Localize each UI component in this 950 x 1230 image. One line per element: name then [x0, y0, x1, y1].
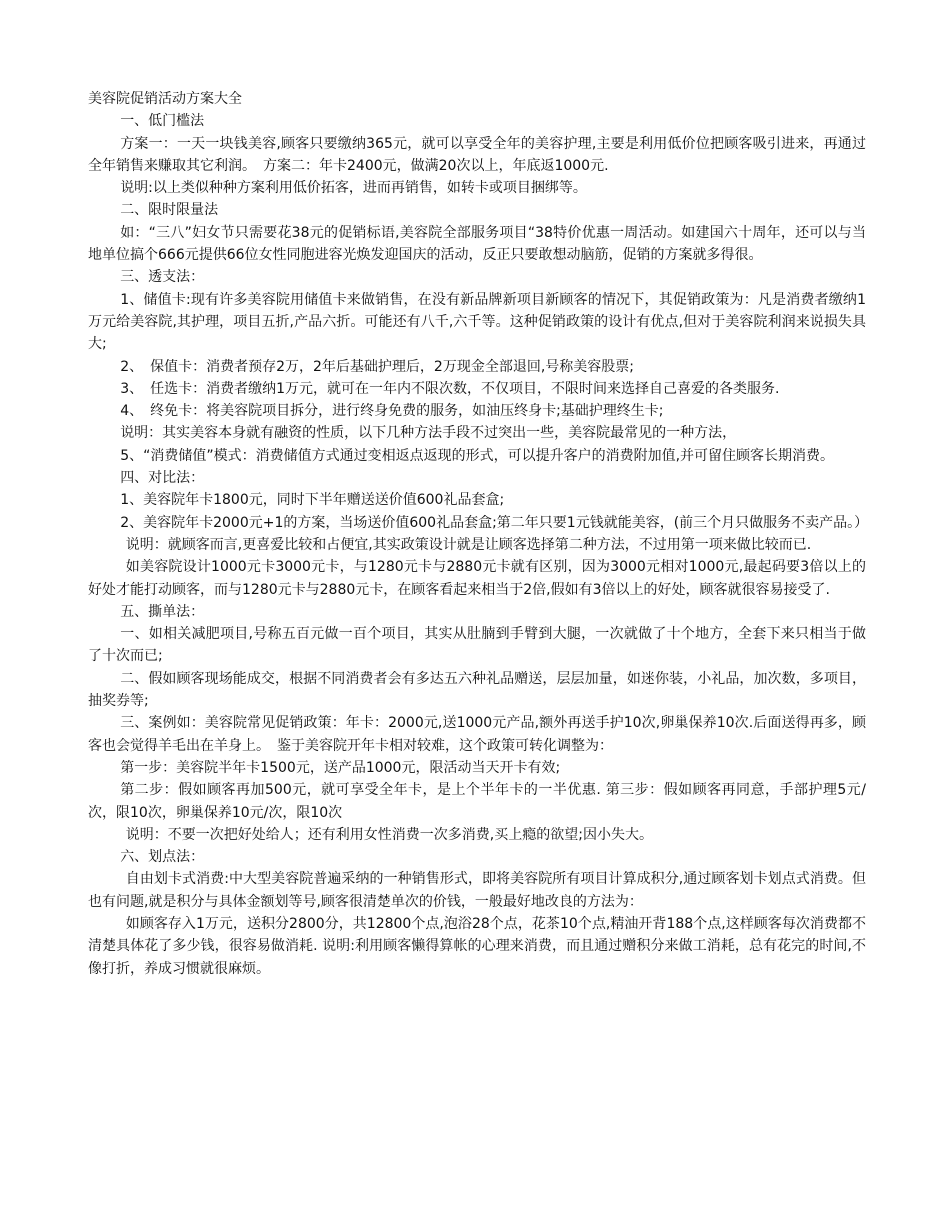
section-heading: 五、撕单法： [120, 603, 205, 620]
paragraph: 如：“三八”妇女节只需要花38元的促销标语,美容院全部服务项目“38特价优惠一周活动。如建国六十周年，还可以与当地单位搞个666元提供66位女性同胞进容光焕发迎国庆的活动，反正只要敢想动脑筋，促销的方案就多得很。 [88, 224, 866, 264]
paragraph: 5、“消费储值”模式：消费储值方式通过变相返点返现的形式，可以提升客户的消费附加值,并可留住顾客长期消费。 [120, 447, 835, 464]
section-heading: 一、低门槛法 [120, 113, 205, 130]
paragraph: 如美容院设计1000元卡3000元卡，与1280元卡与2880元卡就有区别，因为3000元相对1000元,最起码要3倍以上的好处才能打动顾客，而与1280元卡与2880元卡，在顾客看起来相当于2倍,假如有3倍以上的好处，顾客就很容易接受了. [88, 559, 866, 598]
paragraph: 2、美容院年卡2000元+1的方案，当场送价值600礼品套盒;第二年只要1元钱就能美容，(前三个月只做服务不卖产品。） [120, 514, 869, 531]
paragraph: 说明:以上类似种种方案利用低价拓客，进而再销售，如转卡或项目捆绑等。 [120, 180, 587, 197]
paragraph: 说明：其实美容本身就有融资的性质，以下几种方法手段不过突出一些，美容院最常见的一种方法， [120, 425, 737, 442]
paragraph: 1、储值卡:现有许多美容院用储值卡来做销售，在没有新品牌新项目新顾客的情况下，其促销政策为：凡是消费者缴纳1万元给美容院,其护理，项目五折,产品六折。可能还有八千,六千等。这种促销政策的设计有优点,但对于美容院利润来说损失具大; [88, 291, 866, 353]
section-heading: 三、透支法： [120, 269, 205, 286]
paragraph: 三、案例如：美容院常见促销政策：年卡：2000元,送1000元产品,额外再送手护10次,卵巢保养10次.后面送得再多，顾客也会觉得羊毛出在羊身上。 鉴于美容院开年卡相对较难，这个政策可转化调整为： [88, 715, 866, 754]
paragraph: 如顾客存入1万元，送积分2800分，共12800个点,泡浴28个点，花茶10个点,精油开背188个点,这样顾客每次消费都不清楚具体花了多少钱，很容易做消耗. 说明:利用顾客懒得算帐的心理来消费，而且通过赠积分来做工消耗，总有花完的时间,不像打折，养成习惯就很麻烦。 [88, 915, 866, 977]
paragraph: 3、 任选卡：消费者缴纳1万元，就可在一年内不限次数，不仅项目，不限时间来选择自己喜爱的各类服务. [120, 380, 780, 397]
section-heading: 二、限时限量法 [120, 202, 219, 219]
section-heading: 六、划点法： [120, 849, 205, 866]
paragraph: 自由划卡式消费:中大型美容院普遍采纳的一种销售形式，即将美容院所有项目计算成积分,通过顾客划卡划点式消费。但也有问题,就是积分与具体金额划等号,顾客很清楚单次的价钱，一般最好地改良的方法为： [88, 871, 866, 910]
document-title: 美容院促销活动方案大全 [88, 91, 242, 107]
paragraph: 4、 终免卡：将美容院项目拆分，进行终身免费的服务，如油压终身卡;基础护理终生卡; [120, 403, 664, 420]
paragraph: 一、如相关减肥项目,号称五百元做一百个项目，其实从肚腩到手臂到大腿，一次就做了十个地方，全套下来只相当于做了十次而已; [88, 626, 866, 665]
paragraph: 第二步：假如顾客再加500元，就可享受全年卡，是上个半年卡的一半优惠. 第三步：假如顾客再同意，手部护理5元/次，限10次，卵巢保养10元/次，限10次 [88, 782, 866, 821]
paragraph: 说明：不要一次把好处给人；还有利用女性消费一次多消费,买上瘾的欲望;因小失大。 [125, 826, 653, 843]
paragraph: 二、假如顾客现场能成交，根据不同消费者会有多达五六种礼品赠送，层层加量，如迷你装，小礼品，加次数，多项目，抽奖券等; [88, 670, 866, 710]
paragraph: 方案一：一天一块钱美容,顾客只要缴纳365元，就可以享受全年的美容护理,主要是利用低价位把顾客吸引进来，再通过全年销售来赚取其它利润。 方案二：年卡2400元，做满20次以上，年底返1000元. [88, 135, 866, 174]
document-body [88, 88, 869, 980]
paragraph: 1、美容院年卡1800元，同时下半年赠送送价值600礼品套盒; [120, 492, 505, 509]
paragraph: 说明：就顾客而言,更喜爱比较和占便宜,其实政策设计就是让顾客选择第二种方法，不过用第一项来做比较而已. [125, 536, 812, 553]
paragraph: 第一步：美容院半年卡1500元，送产品1000元，限活动当天开卡有效; [120, 759, 561, 776]
paragraph: 2、 保值卡：消费者预存2万，2年后基础护理后，2万现金全部退回,号称美容股票; [120, 358, 634, 375]
section-heading: 四、对比法： [120, 470, 205, 487]
